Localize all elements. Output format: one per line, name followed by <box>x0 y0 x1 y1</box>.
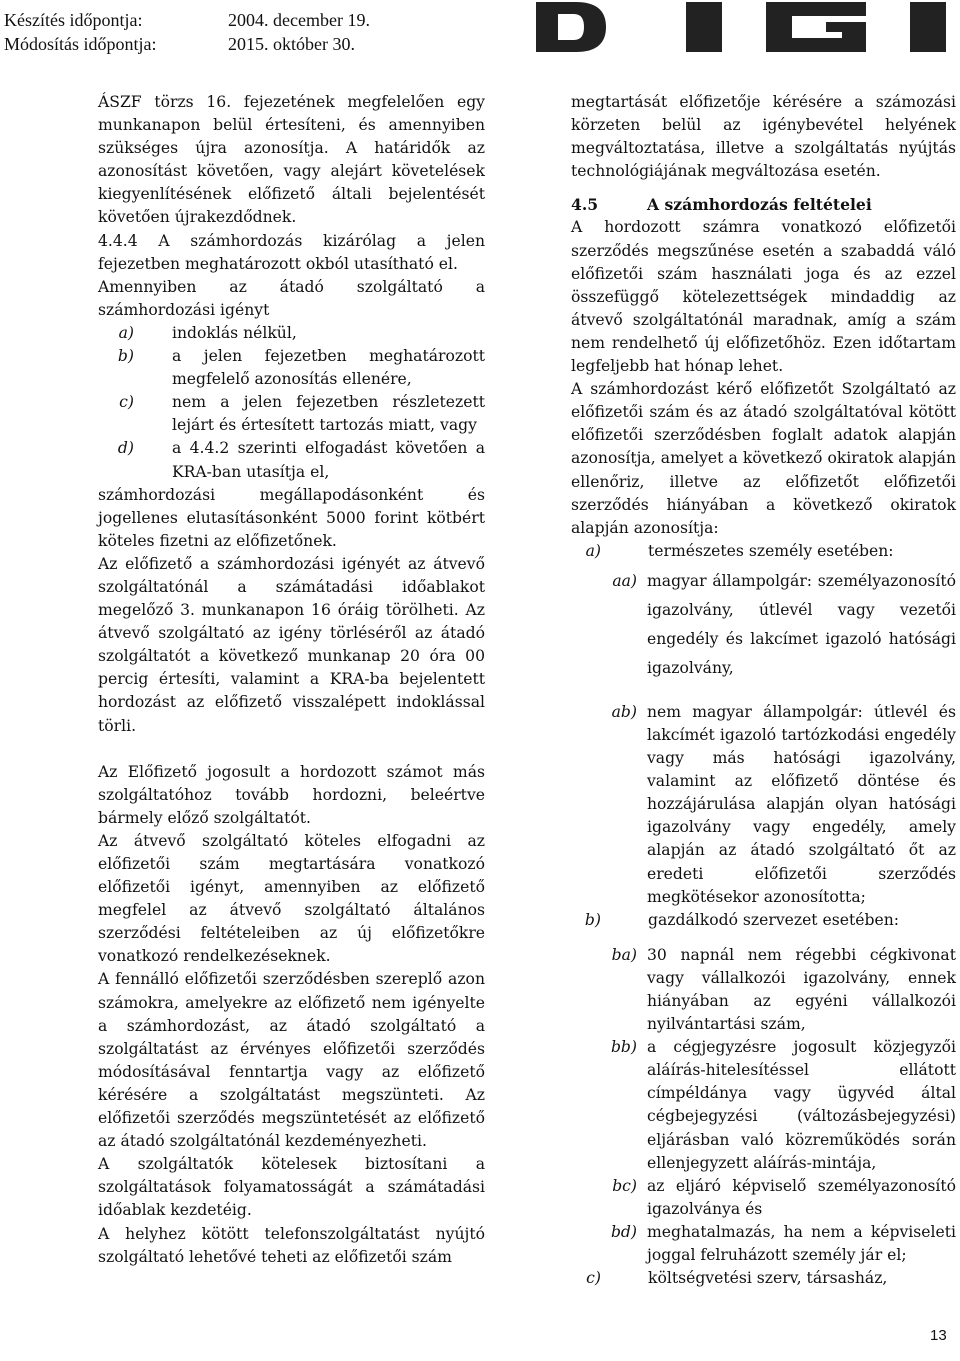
list-item <box>571 909 956 932</box>
left-paragraph: számhordozási megállapodásonként és jogellenes elutasításonként 5000 forint kötbért köteles fizetni az előfizetőnek. <box>98 485 485 550</box>
list-item <box>571 944 956 1036</box>
list-item <box>571 1221 956 1267</box>
page-number: 13 <box>930 1327 947 1344</box>
list-text: a jelen fejezetben meghatározott megfelelő azonosítás ellenére, <box>172 347 485 389</box>
list-text: indoklás nélkül, <box>172 323 297 342</box>
list-label: bd) <box>610 1222 637 1241</box>
list-label: ba) <box>611 945 637 964</box>
list-item <box>571 701 956 909</box>
list-label: a) <box>118 323 134 342</box>
list-item <box>571 540 956 563</box>
list-item <box>571 567 956 683</box>
list-label: c) <box>119 393 134 412</box>
left-paragraph: Az előfizető a számhordozási igényét az átvevő szolgáltatónál a számátadási időablakot megelőző 3. munkanapon 16 óráig törölheti. Az átvevő szolgáltató az igény törléséről az átadó szolgáltatót a következő munkanap 20 óra 00 percig értesíti, valamint a KRA-ba bejelentett hordozást az előfizető visszalépett indoklással törli. <box>98 554 485 735</box>
list-item <box>571 1036 956 1175</box>
left-paragraph: ÁSZF törzs 16. fejezetének megfelelően egy munkanapon belül értesíteni, és amennyiben szükséges újra azonosítja. A határidők az azonosítást követően, vagy alejárt követelések kiegyenlítésének előfizető általi bejelentését követően újrakezdődnek. <box>98 93 485 227</box>
header-created-value: 2004. december 19. <box>228 10 370 30</box>
list-text: a 4.4.2 szerinti elfogadást követően a KRA-ban utasítja el, <box>172 439 485 481</box>
left-paragraph: 4.4.4 A számhordozás kizárólag a jelen fejezetben meghatározott okból utasítható el. <box>98 231 485 273</box>
list-text: a cégjegyzésre jogosult közjegyzői aláírás-hitelesítéssel ellátott címpéldánya vagy ügyvéd által cégbejegyzési (változásbejegyzési) eljárásban való közreműködés során ellenjegyzett aláírás-mintája, <box>647 1038 956 1172</box>
left-column <box>98 91 485 1269</box>
right-column <box>571 91 956 1290</box>
section-heading <box>571 193 956 216</box>
list-text: nem magyar állampolgár: útlevél és lakcímét igazoló tartózkodási engedély vagy más hatósági igazolvány, valamint az előfizető döntése és hozzájárulása alapján olyan hatósági igazolvány vagy engedély, amely alapján az átadó szolgáltató őt az eredeti előfizetői szerződés megkötésekor azonosította; <box>647 702 956 906</box>
list-item <box>98 437 485 483</box>
list-item <box>98 391 485 437</box>
list-text: magyar állampolgár: személyazonosító igazolvány, útlevél vagy vezetői engedély és lakcímet igazoló hatósági igazolvány, <box>647 571 956 677</box>
list-text: költségvetési szerv, társasház, <box>648 1269 888 1288</box>
list-label: bb) <box>610 1038 637 1057</box>
list-label: b) <box>117 347 134 366</box>
list-text: gazdálkodó szervezet esetében: <box>648 910 899 929</box>
list-label: ab) <box>611 702 637 721</box>
left-paragraph: Az átvevő szolgáltató köteles elfogadni az előfizetői szám megtartására vonatkozó előfizetői igényt, amennyiben az előfizető megfelel az átvevő szolgáltató általános szerződési feltételeiben az új előfizetőkre vonatkozó rendelkezéseknek. <box>98 831 485 966</box>
header-modified-label: Módosítás időpontja: <box>4 34 157 54</box>
list-label: c) <box>586 1269 601 1288</box>
left-paragraph: A fennálló előfizetői szerződésben szereplő azon számokra, amelyekre az előfizető nem igényelte a számhordozást, az átadó szolgáltató a szolgáltatást az érvényes előfizetői szerződés módosításával fenntartja vagy az előfizető kérésére a szolgáltatást megszünteti. Az előfizetői szerződés megszüntetését az előfizető az átadó szolgáltatónál kezdeményezheti. <box>98 970 485 1151</box>
right-paragraph: megtartását előfizetője kérésére a számozási körzeten belül az igénybevétel helyének megváltoztatása, illetve a szolgáltatás nyújtás technológiájának megváltozása esetén. <box>571 93 956 181</box>
list-text: természetes személy esetében: <box>648 541 894 560</box>
list-item <box>98 322 485 345</box>
list-label: d) <box>117 439 134 458</box>
list-label: b) <box>584 910 601 929</box>
left-paragraph: A helyhez kötött telefonszolgáltatást nyújtó szolgáltató lehetővé teheti az előfizetői szám <box>98 1224 485 1266</box>
list-label: a) <box>585 541 601 560</box>
list-label: bc) <box>612 1176 637 1195</box>
digi-logo <box>536 2 946 52</box>
list-text: az eljáró képviselő személyazonosító igazolványa és <box>647 1176 956 1218</box>
list-item <box>98 345 485 391</box>
section-title: A számhordozás feltételei <box>647 195 872 215</box>
list-item <box>571 1175 956 1221</box>
left-paragraph: Amennyiben az átadó szolgáltató a számhordozási igényt <box>98 277 485 319</box>
list-text: 30 napnál nem régebbi cégkivonat vagy vállalkozói igazolvány, ennek hiányában az egyéni vállalkozói nyilvántartási szám, <box>647 945 956 1034</box>
list-item <box>571 1267 956 1290</box>
list-text: nem a jelen fejezetben részletezett lejárt és értesített tartozás miatt, vagy <box>172 393 485 435</box>
left-paragraph: Az Előfizető jogosult a hordozott számot más szolgáltatóhoz tovább hordozni, beleértve bármely előző szolgáltatót. <box>98 762 485 827</box>
section-number: 4.5 <box>571 195 599 215</box>
list-label: aa) <box>612 571 637 590</box>
list-text: meghatalmazás, ha nem a képviseleti joggal felruházott személy jár el; <box>647 1222 956 1265</box>
right-paragraph: A hordozott számra vonatkozó előfizetői szerződés megszűnése esetén a szabaddá váló előfizetői szám használati joga és az ezzel összefüggő kötelezettségek mindaddig az átvevő szolgáltatónál maradnak, amíg a szám nem rendelhető új előfizetőhöz. Ezen időtartam legfeljebb hat hónap lehet. <box>571 218 956 376</box>
right-paragraph: A számhordozást kérő előfizetőt Szolgáltató az előfizetői szám és az átadó szolgáltatóval kötött előfizetői szerződésben foglalt adatok alapján azonosítja, amelyet a következő okiratok alapján ellenőriz, illetve az előfizetőt előfizetői szerződés hiányában a következő okiratok alapján azonosítja: <box>571 380 956 537</box>
header-created-label: Készítés időpontja: <box>4 10 143 30</box>
header-modified-value: 2015. október 30. <box>228 34 355 54</box>
left-paragraph: A szolgáltatók kötelesek biztosítani a szolgáltatások folyamatosságát a számátadási időablak kezdetéig. <box>98 1155 485 1220</box>
